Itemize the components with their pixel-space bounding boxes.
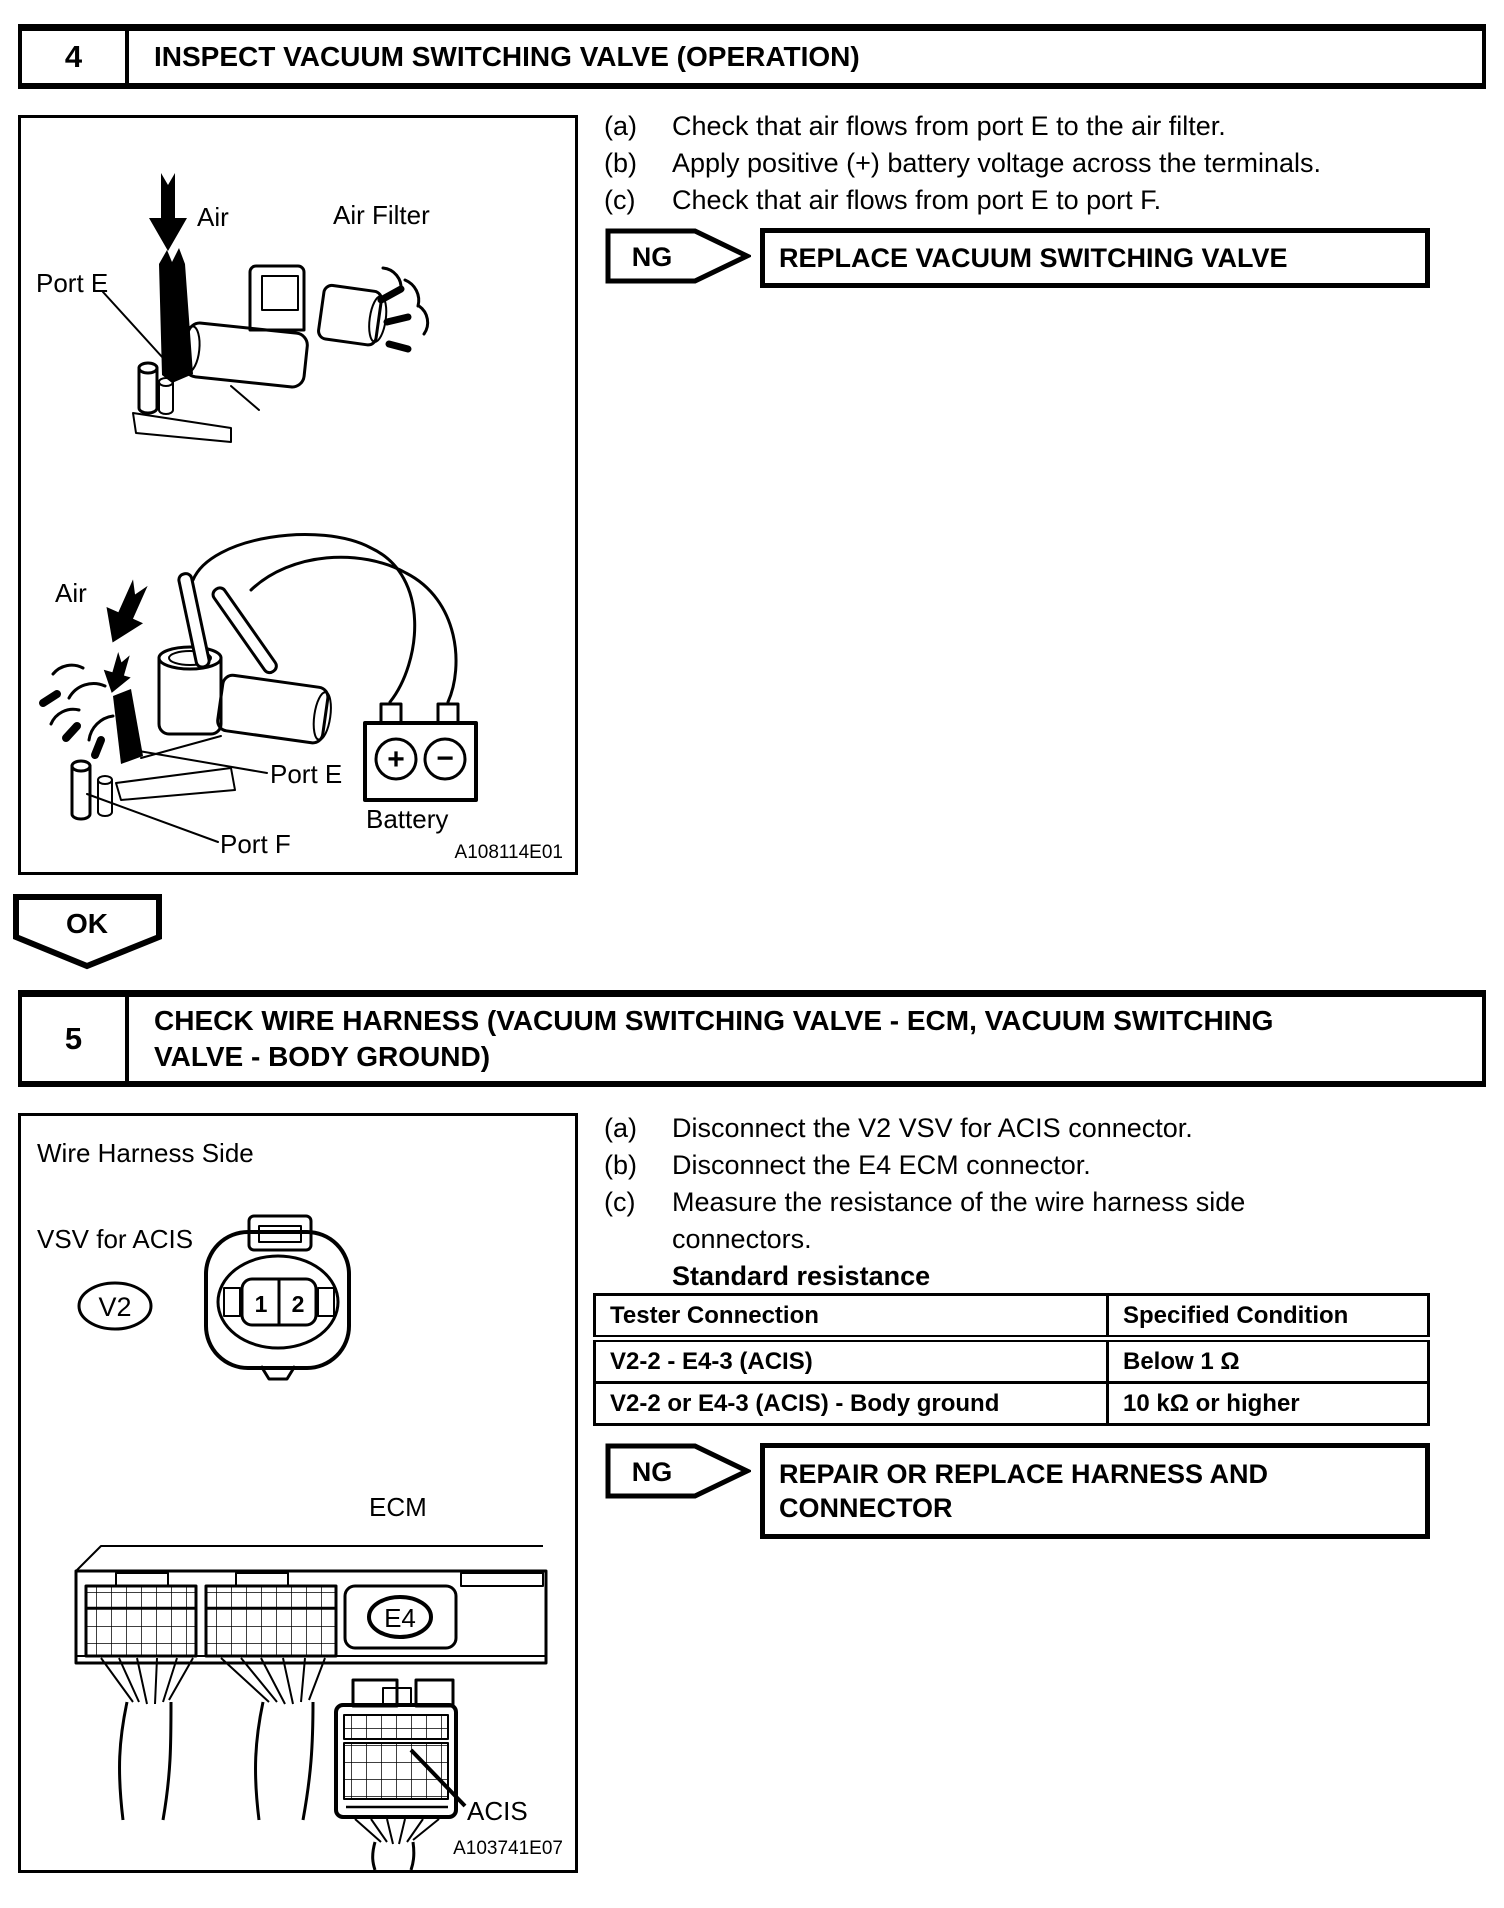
v2-connector-drawing bbox=[206, 1216, 349, 1379]
ng-arrow-icon bbox=[605, 1443, 751, 1499]
air-top-label: Air bbox=[197, 202, 229, 232]
vsv-operation-figure bbox=[18, 115, 578, 875]
ecm-label: ECM bbox=[369, 1492, 427, 1522]
condition-cell: 10 kΩ or higher bbox=[1108, 1383, 1429, 1425]
battery-label: Battery bbox=[366, 804, 449, 834]
air-out-puffs bbox=[43, 665, 113, 755]
ecm-wire-bundles bbox=[101, 1658, 325, 1820]
table-row bbox=[595, 1383, 1429, 1425]
ecm-drawing bbox=[76, 1546, 546, 1663]
step5-header bbox=[18, 990, 1486, 1087]
instruction-label: (a) bbox=[604, 111, 637, 141]
air-filter-puffs bbox=[381, 268, 428, 349]
vsv-valve-bottom-drawing bbox=[72, 535, 456, 819]
port-e-bottom-label: Port E bbox=[270, 759, 343, 789]
battery-minus-icon: − bbox=[436, 742, 454, 775]
table-row bbox=[595, 1339, 1429, 1383]
instruction-text: Check that air flows from port E to the air filter. bbox=[672, 111, 1226, 141]
connection-cell: V2-2 or E4-3 (ACIS) - Body ground bbox=[595, 1383, 1108, 1425]
air-filter-label: Air Filter bbox=[333, 200, 430, 230]
tester-connection-header: Tester Connection bbox=[595, 1295, 1108, 1339]
pin2-number: 2 bbox=[291, 1291, 305, 1317]
connection-cell: V2-2 - E4-3 (ACIS) bbox=[595, 1339, 1108, 1383]
instruction-text: Measure the resistance of the wire harness side connectors. bbox=[672, 1187, 1246, 1254]
step4-ng-row bbox=[605, 228, 1430, 288]
instruction-label: (c) bbox=[604, 185, 636, 215]
step4-ng-action-box: REPLACE VACUUM SWITCHING VALVE bbox=[760, 228, 1430, 288]
ng-label: NG bbox=[631, 1457, 673, 1487]
step5-ng-row bbox=[605, 1443, 1430, 1539]
specified-condition-header: Specified Condition bbox=[1108, 1295, 1429, 1339]
instruction-row bbox=[604, 1147, 1464, 1184]
figure2-code: A103741E07 bbox=[453, 1838, 563, 1859]
resistance-spec-table bbox=[593, 1293, 1430, 1426]
instruction-label: (c) bbox=[604, 1187, 636, 1217]
instruction-label: (a) bbox=[604, 1113, 637, 1143]
vsv-for-acis-label: VSV for ACIS bbox=[37, 1224, 194, 1254]
step4-title: INSPECT VACUUM SWITCHING VALVE (OPERATION) bbox=[154, 40, 860, 72]
battery-plus-icon: + bbox=[387, 743, 405, 776]
air-flow-arrow-icon bbox=[149, 173, 187, 251]
step5-ng-action-box: REPAIR OR REPLACE HARNESS AND CONNECTOR bbox=[760, 1443, 1430, 1539]
step5-number: 5 bbox=[22, 997, 129, 1081]
acis-connector-drawing bbox=[336, 1680, 456, 1870]
step4-header bbox=[18, 24, 1486, 89]
air-stream-shape bbox=[159, 248, 193, 383]
standard-resistance-heading: Standard resistance bbox=[672, 1261, 931, 1291]
port-e-top-label: Port E bbox=[36, 268, 109, 298]
e4-code-text: E4 bbox=[384, 1603, 416, 1633]
instruction-text: Check that air flows from port E to port F. bbox=[672, 185, 1162, 215]
instruction-row bbox=[604, 145, 1464, 182]
step4-number: 4 bbox=[22, 31, 129, 83]
port-f-label: Port F bbox=[220, 829, 291, 859]
instruction-text: Apply positive (+) battery voltage across the terminals. bbox=[672, 148, 1322, 178]
condition-cell: Below 1 Ω bbox=[1108, 1339, 1429, 1383]
port-f-leader bbox=[87, 794, 218, 842]
port-e-top-leader bbox=[103, 292, 163, 358]
instruction-row bbox=[604, 1184, 1464, 1258]
instruction-row bbox=[604, 1110, 1464, 1147]
instruction-text: Disconnect the V2 VSV for ACIS connector. bbox=[672, 1113, 1193, 1143]
port-e-bottom-leader bbox=[133, 750, 267, 773]
instruction-text: Disconnect the E4 ECM connector. bbox=[672, 1150, 1091, 1180]
instruction-row bbox=[604, 182, 1464, 219]
air-flow-arrow2-icon bbox=[94, 574, 157, 651]
battery-drawing bbox=[365, 704, 476, 800]
ok-arrow-icon bbox=[13, 893, 163, 976]
figure1-code: A108114E01 bbox=[454, 842, 563, 863]
ng-arrow-icon bbox=[605, 228, 751, 284]
step5-title: CHECK WIRE HARNESS (VACUUM SWITCHING VALVE - ECM, VACUUM SWITCHING VALVE - BODY GROUND) bbox=[154, 1004, 1274, 1072]
air-bottom-label: Air bbox=[55, 578, 87, 608]
pin1-number: 1 bbox=[254, 1291, 268, 1317]
step5-instructions bbox=[604, 1110, 1464, 1295]
ok-label: OK bbox=[66, 908, 108, 939]
instruction-label: (b) bbox=[604, 1150, 637, 1180]
wire-harness-figure bbox=[18, 1113, 578, 1873]
v2-code-text: V2 bbox=[98, 1292, 132, 1322]
step4-instructions bbox=[604, 108, 1464, 219]
acis-label: ACIS bbox=[467, 1796, 528, 1826]
ng-label: NG bbox=[631, 242, 673, 272]
instruction-row bbox=[604, 108, 1464, 145]
wire-harness-side-label: Wire Harness Side bbox=[37, 1138, 254, 1168]
instruction-label: (b) bbox=[604, 148, 637, 178]
table-header-row bbox=[595, 1295, 1429, 1339]
air-stream2-shape bbox=[113, 689, 143, 764]
